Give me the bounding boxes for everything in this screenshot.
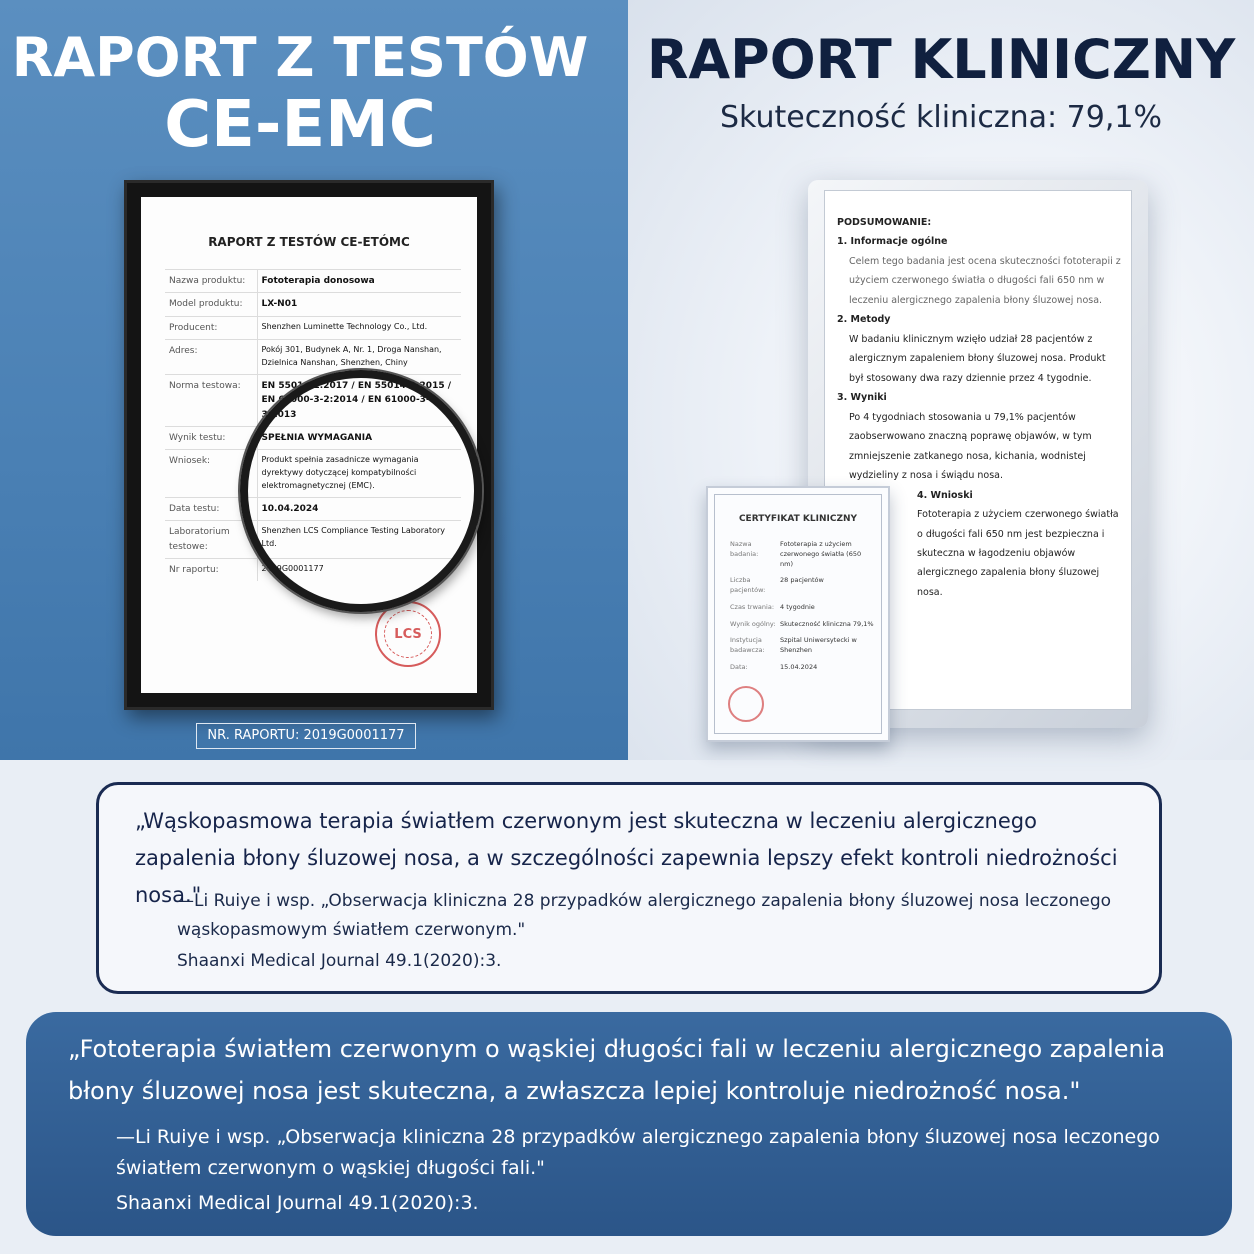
row-value: 15.04.2024 xyxy=(780,662,818,671)
clinical-report-title: RAPORT KLINICZNY xyxy=(646,28,1236,91)
row-key: Wynik ogólny: xyxy=(730,619,776,628)
row-value: Szpital Uniwersytecki w Shenzhen xyxy=(780,636,857,654)
row-key: Norma testowa: xyxy=(165,374,257,426)
quote-source: —Li Ruiye i wsp. „Obserwacja kliniczna 28 przypadków alergicznego zapalenia błony śluzowej nosa leczonego wąskopasmowym światłem czerwonym." xyxy=(177,891,1112,940)
row-value: Pokój 301, Budynek A, Nr. 1, Droga Nanshan, Dzielnica Nanshan, Shenzhen, Chiny xyxy=(257,340,461,375)
magnifier-glass-icon xyxy=(240,370,482,612)
row-value: Shenzhen Luminette Technology Co., Ltd. xyxy=(257,316,461,339)
row-key: Wniosek: xyxy=(165,450,257,497)
row-value: Shenzhen LCS Compliance Testing Laboratory Ltd. xyxy=(257,521,461,559)
summary-heading: PODSUMOWANIE: xyxy=(837,217,932,228)
row-key: Adres: xyxy=(165,340,257,375)
row-key: Data: xyxy=(730,662,748,671)
section-text: Celem tego badania jest ocena skuteczności fototerapii z użyciem czerwonego światła o długości fali 650 nm w leczeniu alergicznego zapalenia błony śluzowej nosa. xyxy=(849,255,1121,306)
quote-journal: Shaanxi Medical Journal 49.1(2020):3. xyxy=(116,1192,479,1214)
quote-text: „Wąskopasmowa terapia światłem czerwonym jest skuteczna w leczeniu alergicznego zapalenia błony śluzowej nosa, a w szczególności zapewnia lepszy efekt kontroli niedrożności nosa." xyxy=(135,809,1118,907)
row-key: Producent: xyxy=(165,316,257,339)
row-key: Czas trwania: xyxy=(730,602,775,611)
row-value: Fototerapia z użyciem czerwonego światła (650 nm) xyxy=(780,540,862,568)
section-text: W badaniu klinicznym wzięło udział 28 pacjentów z alergicznym zapaleniem błony śluzowej nosa. Produkt był stosowany dwa razy dziennie przez 4 tygodnie. xyxy=(849,333,1106,384)
row-value: EN 55014-1:2017 / EN 55014-2:2015 / EN 61000-3-2:2014 / EN 61000-3-3:2013 xyxy=(257,374,461,426)
section-text: Po 4 tygodniach stosowania u 79,1% pacjentów zaobserwowano znaczną poprawę objawów, w tym zmniejszenie zatkanego nosa, kichania, wodnistej wydzieliny z nosa i świądu nosa. xyxy=(849,411,1092,482)
section-title: 4. Wnioski xyxy=(917,489,973,501)
row-value: 10.04.2024 xyxy=(257,497,461,520)
row-key: Instytucja badawcza: xyxy=(730,636,765,654)
row-value: LX-N01 xyxy=(257,293,461,316)
section-title: 2. Metody xyxy=(837,314,891,326)
row-value: Skuteczność kliniczna 79,1% xyxy=(780,619,874,628)
section-text: Fototerapia z użyciem czerwonego światła o długości fali 650 nm jest bezpieczna i skuteczna w łagodzeniu objawów alergicznego zapalenia błony śluzowej nosa. xyxy=(917,509,1119,598)
row-key: Liczba pacjentów: xyxy=(730,576,766,594)
ce-report-title-line1: RAPORT Z TESTÓW xyxy=(11,26,589,89)
row-key: Nazwa badania: xyxy=(730,540,759,558)
table-row xyxy=(165,270,461,293)
red-seal-icon xyxy=(728,686,764,722)
row-value: Produkt spełnia zasadnicze wymagania dyrektywy dotyczącej kompatybilności elektromagnetycznej (EMC). xyxy=(257,450,461,497)
table-row xyxy=(165,293,461,316)
section-title: 1. Informacje ogólne xyxy=(837,236,948,248)
ce-document-title: RAPORT Z TESTÓW CE-ETÓMC xyxy=(208,235,410,249)
row-value: 2019G0001177 xyxy=(257,558,461,581)
list-item xyxy=(730,603,876,613)
clinical-certificate xyxy=(706,486,890,742)
row-key: Nr raportu: xyxy=(165,558,257,581)
row-key: Nazwa produktu: xyxy=(165,270,257,293)
list-item xyxy=(730,636,876,656)
lcs-stamp: LCS xyxy=(375,601,441,667)
quote-box-primary xyxy=(96,782,1162,994)
row-key: Model produktu: xyxy=(165,293,257,316)
clinical-efficacy-subtitle: Skuteczność kliniczna: 79,1% xyxy=(720,100,1162,135)
table-row xyxy=(165,340,461,375)
quote-box-secondary xyxy=(26,1012,1232,1236)
section-title: 3. Wyniki xyxy=(837,392,887,404)
quote-journal: Shaanxi Medical Journal 49.1(2020):3. xyxy=(177,951,502,971)
row-value: 4 tygodnie xyxy=(780,602,815,611)
quote-text: „Fototerapia światłem czerwonym o wąskiej długości fali w leczeniu alergicznego zapalenia błony śluzowej nosa jest skuteczna, a zwłaszcza lepiej kontroluje niedrożność nosa." xyxy=(68,1035,1166,1105)
list-item xyxy=(730,620,876,630)
quote-source: —Li Ruiye i wsp. „Obserwacja kliniczna 28 przypadków alergicznego zapalenia błony śluzowej nosa leczonego światłem czerwonym o wąskiej długości fali." xyxy=(116,1126,1160,1180)
row-value: Fototerapia donosowa xyxy=(257,270,461,293)
row-key: Data testu: xyxy=(165,497,257,520)
row-value: SPEŁNIA WYMAGANIA xyxy=(257,426,461,449)
certificate-title: CERTYFIKAT KLINICZNY xyxy=(738,514,858,524)
list-item xyxy=(730,576,876,596)
certificate-rows xyxy=(730,540,876,680)
table-row xyxy=(165,316,461,339)
list-item xyxy=(730,540,876,569)
report-number-label: NR. RAPORTU: 2019G0001177 xyxy=(196,723,416,749)
row-key: Laboratorium testowe: xyxy=(165,521,257,559)
row-key: Wynik testu: xyxy=(165,426,257,449)
list-item xyxy=(730,663,876,673)
ce-report-title-line2: CE-EMC xyxy=(164,88,436,162)
row-value: 28 pacjentów xyxy=(780,576,824,585)
